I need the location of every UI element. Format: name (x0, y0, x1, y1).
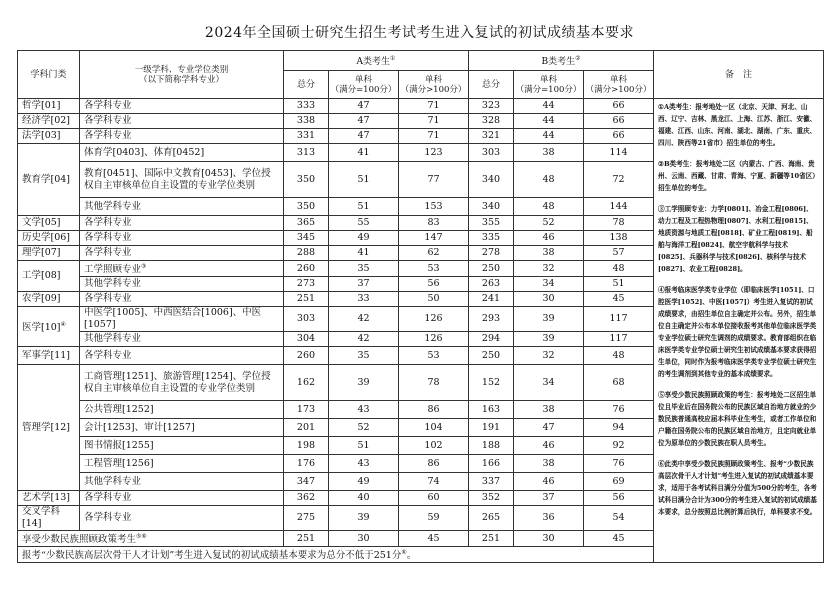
major-label: 公共管理[1252] (84, 403, 154, 415)
score-a-single100: 42 (329, 307, 399, 332)
major-cell (80, 455, 284, 473)
score-b-singlegt100: 92 (584, 437, 654, 455)
category-label: 交叉学科[14] (22, 506, 61, 530)
category-label: 医学[10] (22, 322, 61, 334)
score-b-total: 191 (469, 419, 514, 437)
category-label: 理学[07] (22, 247, 61, 258)
score-b-total: 352 (469, 491, 514, 506)
score-b-singlegt100: 48 (584, 347, 654, 365)
score-b-singlegt100: 94 (584, 419, 654, 437)
major-cell (80, 216, 284, 231)
category-label: 历史学[06] (22, 232, 71, 243)
note-item: ①A类考生：报考地处一区（北京、天津、河北、山西、辽宁、吉林、黑龙江、上海、江苏、浙江、安徽、福建、江西、山东、河南、湖北、湖南、广东、重庆、四川、陕西等21省市）招生单位的考生。 (658, 103, 817, 147)
score-b-singlegt100: 48 (584, 261, 654, 277)
score-a-total: 331 (284, 129, 329, 144)
score-b-singlegt100: 57 (584, 246, 654, 261)
major-cell (80, 114, 284, 129)
score-a-single100: 55 (329, 216, 399, 231)
score-b-single100: 30 (514, 292, 584, 307)
major-label: 各学科专业 (84, 293, 132, 305)
major-label: 各学科专业 (84, 512, 132, 524)
score-b-single100: 34 (514, 365, 584, 401)
footnote-text: 报考“少数民族高层次骨干人才计划”考生进入复试的初试成绩基本要求为总分不低于251分 (22, 550, 402, 562)
major-label: 各学科专业 (84, 115, 132, 126)
category-cell (18, 292, 80, 307)
header-b-single100 (514, 71, 584, 99)
score-a-total: 260 (284, 347, 329, 365)
score-a-singlegt100: 56 (399, 277, 469, 292)
score-b-total: 294 (469, 332, 514, 347)
score-a-single100: 51 (329, 198, 399, 216)
score-a-singlegt100: 71 (399, 114, 469, 129)
score-b-total: 250 (469, 347, 514, 365)
score-b-total: 340 (469, 198, 514, 216)
major-sup: ③ (141, 263, 147, 270)
major-cell (80, 473, 284, 491)
score-b-total: 251 (469, 531, 514, 547)
major-cell (80, 261, 284, 277)
note-item: ⑤享受少数民族照顾政策的考生：报考地处二区招生单位且毕业后在国务院公布的民族区域自治地方就业的少数民族普通高校应届本科毕业生考生，或者工作单位和户籍在国务院公布的民族区域自治地方，且定向就业单位为原单位的少数民族在职人员考生。 (658, 391, 817, 447)
score-b-total: 265 (469, 506, 514, 531)
score-a-single100: 41 (329, 246, 399, 261)
score-a-singlegt100: 62 (399, 246, 469, 261)
major-cell (80, 99, 284, 114)
score-b-total: 337 (469, 473, 514, 491)
category-cell (18, 231, 80, 246)
score-b-single100: 38 (514, 144, 584, 162)
score-a-single100: 47 (329, 99, 399, 114)
major-label: 其他学科专业 (84, 333, 142, 345)
header-subject: 学科门类 (18, 51, 80, 99)
score-b-singlegt100: 144 (584, 198, 654, 216)
score-b-single100: 48 (514, 198, 584, 216)
score-a-singlegt100: 50 (399, 292, 469, 307)
score-a-singlegt100: 74 (399, 473, 469, 491)
header-a-single100 (329, 71, 399, 99)
major-cell (80, 129, 284, 144)
score-b-total: 278 (469, 246, 514, 261)
score-a-total: 304 (284, 332, 329, 347)
major-label: 各学科专业 (84, 232, 132, 243)
score-a-single100: 42 (329, 332, 399, 347)
score-b-single100: 44 (514, 99, 584, 114)
major-label: 工程管理[1256] (84, 457, 154, 469)
score-a-single100: 39 (329, 506, 399, 531)
major-label: 工商管理[1251]、旅游管理[1254]、学位授权自主审核单位自主设置的专业学位类别 (84, 370, 271, 394)
score-table (17, 50, 824, 563)
score-a-single100: 37 (329, 277, 399, 292)
category-cell (18, 365, 80, 491)
score-a-singlegt100: 59 (399, 506, 469, 531)
score-a-single100: 41 (329, 144, 399, 162)
score-b-single100: 38 (514, 401, 584, 419)
header-a-singlegt100-l2: （满分>100分） (400, 84, 467, 95)
score-b-singlegt100: 117 (584, 307, 654, 332)
header-row-1 (18, 51, 824, 71)
score-b-singlegt100: 76 (584, 401, 654, 419)
footnote-cell: 报考“少数民族高层次骨干人才计划”考生进入复试的初试成绩基本要求为总分不低于251分⑥。 (18, 547, 654, 563)
score-b-total: 241 (469, 292, 514, 307)
major-label: 图书情报[1255] (84, 439, 154, 451)
score-a-total: 273 (284, 277, 329, 292)
score-a-single100: 35 (329, 347, 399, 365)
score-b-singlegt100: 45 (584, 292, 654, 307)
score-a-total: 251 (284, 531, 329, 547)
major-cell (80, 401, 284, 419)
header-group-a-sup: ① (390, 55, 396, 62)
major-cell (80, 231, 284, 246)
score-a-single100: 52 (329, 419, 399, 437)
note-item: ③工学照顾专业：力学[0801]、冶金工程[0806]、动力工程及工程热物理[0807]、水利工程[0815]、地质资源与地质工程[0818]、矿业工程[0819]、船舶与海洋工程[0824]、航空宇航科学与技术[0825]、兵器科学与技术[0826]、核科学与技术[0827]、农业工程[0828]。 (658, 205, 813, 273)
score-b-total: 293 (469, 307, 514, 332)
score-a-total: 260 (284, 261, 329, 277)
major-cell (80, 292, 284, 307)
score-b-total: 328 (469, 114, 514, 129)
major-cell (80, 144, 284, 162)
header-group-b-sup: ② (575, 55, 581, 62)
table-row (18, 99, 824, 114)
score-a-singlegt100: 83 (399, 216, 469, 231)
score-a-single100: 33 (329, 292, 399, 307)
score-a-singlegt100: 86 (399, 455, 469, 473)
score-a-singlegt100: 77 (399, 162, 469, 198)
header-major-line2: （以下简称学科专业） (138, 74, 224, 85)
score-a-single100: 51 (329, 437, 399, 455)
category-cell (18, 506, 80, 531)
major-label: 工学照顾专业 (84, 264, 142, 276)
score-b-singlegt100: 76 (584, 455, 654, 473)
major-label: 各学科专业 (84, 217, 132, 228)
score-a-total: 201 (284, 419, 329, 437)
score-b-single100: 46 (514, 231, 584, 246)
score-b-single100: 36 (514, 506, 584, 531)
score-a-total: 350 (284, 162, 329, 198)
score-a-total: 251 (284, 292, 329, 307)
score-a-total: 198 (284, 437, 329, 455)
header-b-single100-l2: （满分=100分） (515, 84, 582, 95)
major-label: 各学科专业 (84, 492, 132, 504)
header-a-total: 总分 (284, 71, 329, 99)
header-major (80, 51, 284, 99)
major-label: 会计[1253]、审计[1257] (84, 421, 195, 433)
score-a-singlegt100: 126 (399, 307, 469, 332)
score-a-singlegt100: 153 (399, 198, 469, 216)
major-label: 其他学科专业 (84, 278, 142, 290)
score-a-total: 347 (284, 473, 329, 491)
major-label: 体育学[0403]、体育[0452] (84, 146, 205, 158)
major-label: 各学科专业 (84, 247, 132, 258)
score-b-total: 323 (469, 99, 514, 114)
header-b-singlegt100-l2: （满分>100分） (585, 84, 652, 95)
score-b-singlegt100: 56 (584, 491, 654, 506)
score-a-total: 288 (284, 246, 329, 261)
score-b-singlegt100: 69 (584, 473, 654, 491)
score-b-singlegt100: 66 (584, 114, 654, 129)
category-sup: ④ (60, 321, 66, 329)
category-label: 法学[03] (22, 130, 61, 141)
major-cell (80, 419, 284, 437)
score-a-singlegt100: 86 (399, 401, 469, 419)
header-a-singlegt100-l1: 单科 (424, 74, 442, 85)
category-label: 文学[05] (22, 217, 61, 228)
score-a-single100: 51 (329, 162, 399, 198)
major-label: 其他学科专业 (84, 475, 142, 487)
score-a-total: 350 (284, 198, 329, 216)
major-label: 各学科专业 (84, 349, 132, 361)
score-a-total: 303 (284, 307, 329, 332)
category-cell (18, 246, 80, 261)
score-b-single100: 44 (514, 129, 584, 144)
score-b-total: 263 (469, 277, 514, 292)
note-item: ②B类考生：报考地处二区（内蒙古、广西、海南、贵州、云南、西藏、甘肃、青海、宁夏、新疆等10省区）招生单位的考生。 (658, 160, 819, 192)
major-label: 中医学[1005]、中西医结合[1006]、中医[1057] (84, 307, 262, 331)
header-b-singlegt100 (584, 71, 654, 99)
category-cell (18, 144, 80, 216)
score-a-total: 333 (284, 99, 329, 114)
category-cell (18, 307, 80, 347)
header-a-single100-l2: （满分=100分） (330, 84, 397, 95)
header-a-single100-l1: 单科 (354, 74, 372, 85)
major-cell (80, 246, 284, 261)
score-a-single100: 43 (329, 401, 399, 419)
score-b-singlegt100: 54 (584, 506, 654, 531)
score-b-singlegt100: 138 (584, 231, 654, 246)
score-a-total: 313 (284, 144, 329, 162)
header-notes: 备 注 (654, 51, 824, 99)
score-b-singlegt100: 68 (584, 365, 654, 401)
category-label: 农学[09] (22, 293, 61, 305)
header-group-b (469, 51, 654, 71)
score-b-total: 250 (469, 261, 514, 277)
score-b-total: 188 (469, 437, 514, 455)
score-b-total: 163 (469, 401, 514, 419)
major-cell (80, 437, 284, 455)
major-cell (80, 347, 284, 365)
category-cell (18, 261, 80, 292)
note-item: ④报考临床医学类专业学位（即临床医学[1051]、口腔医学[1052]、中医[1057]）考生进入复试的初试成绩要求，由招生单位自主确定并公布。另外，招生单位自主确定并公布本单位接收报考其他单位临床医学类专业学位硕士研究生调剂的成绩要求。教育部组织在临床医学类专业学位硕士研究生初试成绩基本要求获得招生单位，同时作为报考临床医学类专业学位硕士研究生的考生调剂到其他专业的基本成绩要求。 (658, 286, 817, 378)
score-b-single100: 32 (514, 347, 584, 365)
category-label: 军事学[11] (22, 349, 71, 361)
note-item: ⑥此类中享受少数民族照顾政策考生、报考“少数民族高层次骨干人才计划”考生进入复试的初试成绩基本要求，适用于各考试科目满分分值为500分的考生，各考试科目满分合计为300分的考生进入复试的初试成绩基本要求，总分按照总比例折算后执行，单科要求不变。 (658, 460, 817, 516)
score-a-single100: 39 (329, 365, 399, 401)
score-a-singlegt100: 45 (399, 531, 469, 547)
score-b-single100: 47 (514, 419, 584, 437)
score-a-singlegt100: 123 (399, 144, 469, 162)
header-b-singlegt100-l1: 单科 (610, 74, 628, 85)
score-b-total: 340 (469, 162, 514, 198)
score-a-total: 345 (284, 231, 329, 246)
major-cell (80, 307, 284, 332)
score-b-singlegt100: 78 (584, 216, 654, 231)
score-a-singlegt100: 71 (399, 99, 469, 114)
major-cell (80, 277, 284, 292)
category-cell (18, 531, 284, 547)
score-b-single100: 38 (514, 246, 584, 261)
score-b-single100: 48 (514, 162, 584, 198)
score-b-total: 303 (469, 144, 514, 162)
score-a-singlegt100: 53 (399, 347, 469, 365)
category-cell (18, 129, 80, 144)
score-a-single100: 49 (329, 231, 399, 246)
score-a-total: 365 (284, 216, 329, 231)
score-b-total: 166 (469, 455, 514, 473)
score-a-singlegt100: 102 (399, 437, 469, 455)
score-b-singlegt100: 114 (584, 144, 654, 162)
score-b-total: 152 (469, 365, 514, 401)
score-b-singlegt100: 51 (584, 277, 654, 292)
score-a-singlegt100: 60 (399, 491, 469, 506)
score-b-single100: 44 (514, 114, 584, 129)
score-a-total: 362 (284, 491, 329, 506)
header-group-a-label: A类考生 (356, 57, 391, 67)
category-sup: ⑤⑥ (136, 533, 147, 541)
category-label: 艺术学[13] (22, 492, 71, 504)
score-b-single100: 39 (514, 307, 584, 332)
score-b-single100: 38 (514, 455, 584, 473)
major-label: 教育[0451]、国际中文教育[0453]、学位授权自主审核单位自主设置的专业学位类别 (84, 167, 271, 191)
major-cell (80, 365, 284, 401)
score-a-single100: 40 (329, 491, 399, 506)
score-a-singlegt100: 78 (399, 365, 469, 401)
score-a-singlegt100: 147 (399, 231, 469, 246)
footnote-sup: ⑥ (401, 549, 407, 557)
major-cell (80, 198, 284, 216)
score-b-single100: 32 (514, 261, 584, 277)
score-b-singlegt100: 45 (584, 531, 654, 547)
category-cell (18, 99, 80, 114)
score-b-total: 335 (469, 231, 514, 246)
score-b-single100: 30 (514, 531, 584, 547)
score-b-single100: 37 (514, 491, 584, 506)
category-label: 哲学[01] (22, 100, 61, 111)
major-label: 其他学科专业 (84, 200, 142, 212)
category-cell (18, 114, 80, 129)
score-a-singlegt100: 104 (399, 419, 469, 437)
major-cell (80, 506, 284, 531)
page-title: 2024年全国硕士研究生招生考试考生进入复试的初试成绩基本要求 (204, 25, 635, 41)
major-cell (80, 162, 284, 198)
category-label: 享受少数民族照顾政策考生 (22, 534, 137, 546)
score-a-single100: 47 (329, 129, 399, 144)
header-major-line1: 一级学科、专业学位类别 (134, 64, 229, 75)
category-label: 经济学[02] (22, 115, 71, 126)
category-label: 工学[08] (22, 270, 61, 282)
major-cell (80, 332, 284, 347)
score-a-single100: 47 (329, 114, 399, 129)
score-b-single100: 46 (514, 437, 584, 455)
score-a-total: 162 (284, 365, 329, 401)
header-a-singlegt100 (399, 71, 469, 99)
notes-cell (654, 99, 824, 563)
score-b-single100: 46 (514, 473, 584, 491)
header-group-a (284, 51, 469, 71)
header-b-single100-l1: 单科 (539, 74, 557, 85)
category-label: 教育学[04] (22, 173, 71, 185)
major-cell (80, 491, 284, 506)
category-cell (18, 347, 80, 365)
category-label: 管理学[12] (22, 421, 71, 433)
score-b-single100: 34 (514, 277, 584, 292)
header-b-total: 总分 (469, 71, 514, 99)
category-cell (18, 491, 80, 506)
score-b-total: 321 (469, 129, 514, 144)
score-a-total: 338 (284, 114, 329, 129)
score-b-singlegt100: 66 (584, 129, 654, 144)
score-b-single100: 52 (514, 216, 584, 231)
header-group-b-label: B类考生 (541, 57, 576, 67)
score-a-singlegt100: 71 (399, 129, 469, 144)
major-label: 各学科专业 (84, 100, 132, 111)
score-b-singlegt100: 66 (584, 99, 654, 114)
score-a-single100: 30 (329, 531, 399, 547)
score-b-single100: 39 (514, 332, 584, 347)
score-a-single100: 43 (329, 455, 399, 473)
major-label: 各学科专业 (84, 130, 132, 141)
score-a-singlegt100: 126 (399, 332, 469, 347)
score-a-single100: 35 (329, 261, 399, 277)
score-a-singlegt100: 53 (399, 261, 469, 277)
score-b-total: 355 (469, 216, 514, 231)
score-b-singlegt100: 117 (584, 332, 654, 347)
score-b-singlegt100: 72 (584, 162, 654, 198)
score-a-total: 173 (284, 401, 329, 419)
score-a-total: 176 (284, 455, 329, 473)
category-cell (18, 216, 80, 231)
score-a-single100: 49 (329, 473, 399, 491)
score-a-total: 275 (284, 506, 329, 531)
